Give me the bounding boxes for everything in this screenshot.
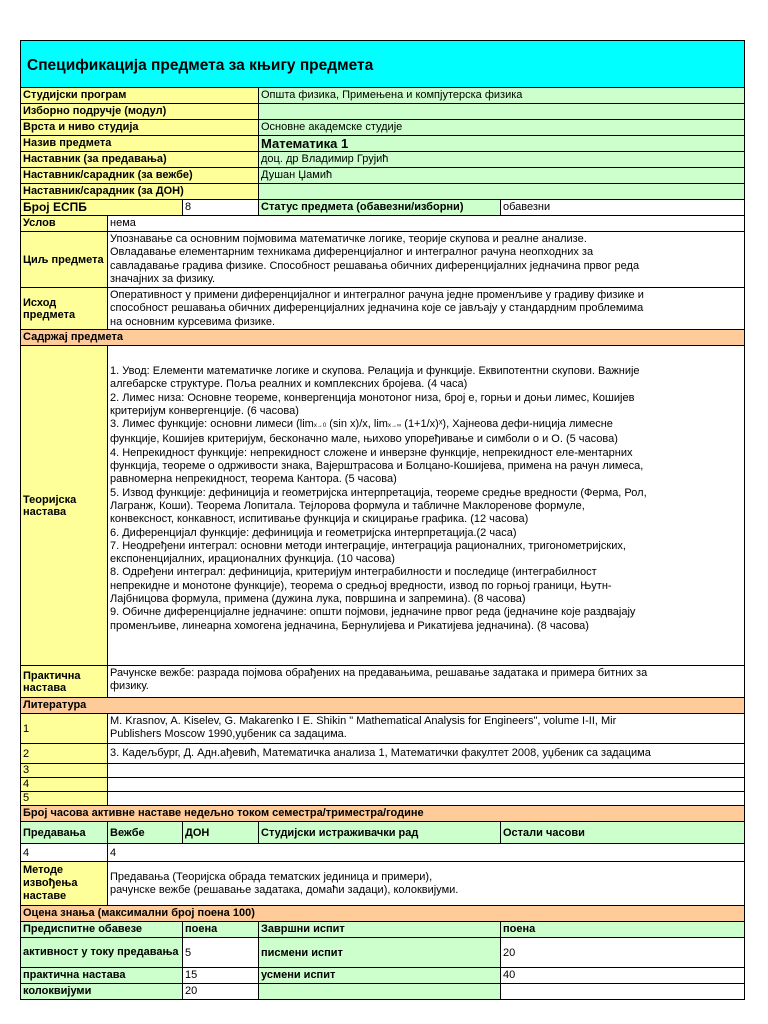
- theory-line: 1. Увод: Елементи математичке логике и скупова. Релација и функције. Еквипотентни скупови. Важније: [110, 365, 640, 377]
- grading-item: писмени испит: [258, 938, 500, 967]
- row-teaching-methods: [20, 862, 745, 906]
- value-espb: 8: [182, 200, 258, 215]
- literature-entry: [107, 714, 744, 743]
- literature-number: 1: [21, 714, 107, 743]
- goal-line: значајних за физику.: [110, 272, 216, 285]
- theory-line: 7. Неодређени интеграл: основни методи интеграције, интеграција рационалних, тригонометријских,: [110, 539, 626, 552]
- outcome-line: способност решавања обичних диференцијалних једначина које се јављају у стандардним проблемима: [110, 302, 644, 315]
- label-assistant: Наставник/сарадник (за вежбе): [21, 168, 258, 183]
- limits-text-a: 3. Лимес функције: основни лимеси (lim: [110, 418, 314, 431]
- grading-col-points-1: поена: [182, 922, 258, 937]
- literature-entry: [107, 764, 744, 777]
- label-course-status: Статус предмета (обавезни/изборни): [258, 200, 500, 215]
- outcome-line: на основним курсевима физике.: [110, 315, 276, 328]
- value-course-outcome: [107, 288, 744, 329]
- literature-entry: [107, 792, 744, 805]
- value-study-type: Основне академске студије: [258, 120, 744, 135]
- theory-line: непрекидне и монотоне функције), теорема о средњој вредности, извод по горњој граници, Њутн-: [110, 579, 612, 592]
- value-teaching-methods: [107, 862, 744, 905]
- label-module: Изборно подручје (модул): [21, 104, 258, 119]
- value-course-status: обавезни: [500, 200, 744, 215]
- grading-points: 40: [500, 968, 744, 983]
- row-assistant: [20, 168, 745, 184]
- value-practice: [107, 666, 744, 697]
- literature-number: 4: [21, 778, 107, 791]
- value-course-goal: [107, 232, 744, 287]
- row-study-type: [20, 120, 745, 136]
- row-course-name: [20, 136, 745, 152]
- label-course-outcome: Исход предмета: [21, 288, 107, 329]
- grading-col-pre-exam: Предиспитне обавезе: [21, 922, 182, 937]
- literature-number: 5: [21, 792, 107, 805]
- grading-col-points-2: поена: [500, 922, 744, 937]
- theory-line: конвексност, конкавност, испитивање функција и скицирање графика. (12 часова): [110, 513, 529, 526]
- grading-item: усмени испит: [258, 968, 500, 983]
- limits-text-b: (sin x)/x, lim: [326, 418, 388, 431]
- label-don-assistant: Наставник/сарадник (за ДОН): [21, 184, 258, 199]
- literature-line: Publishers Moscow 1990,уџбеник са задацима.: [110, 728, 347, 741]
- theory-line: критеријум конвергенције. (6 часова): [110, 404, 299, 417]
- theory-line: експоненцијалних, ирационалних функција. (10 часова): [110, 553, 395, 566]
- label-theory: Теоријска настава: [21, 346, 107, 665]
- section-weekly-hours: Број часова активне наставе недељно током семестра/триместра/године: [21, 806, 744, 821]
- label-course-goal: Циљ предмета: [21, 232, 107, 287]
- grading-points: 15: [182, 968, 258, 983]
- row-theory: [20, 346, 745, 666]
- practice-line: Рачунске вежбе: разрада појмова обрађених на предавањима, решавање задатака и примера битних за: [110, 667, 648, 679]
- hours-col-exercises: Вежбе: [107, 822, 182, 843]
- value-prerequisite: нема: [107, 216, 744, 231]
- label-teaching-methods: Методе извођења наставе: [21, 862, 107, 905]
- grading-points: [500, 984, 744, 999]
- theory-line: 8. Одређени интеграл: дефиниција, критеријум интеграбилности и последице (интеграбилност: [110, 566, 597, 579]
- row-literature-4: [20, 778, 745, 792]
- label-course-name: Назив предмета: [21, 136, 258, 151]
- hours-val-lectures: 4: [23, 846, 30, 859]
- label-espb: Број ЕСПБ: [21, 200, 182, 215]
- value-don-assistant: [258, 184, 744, 199]
- row-grading-header: [20, 906, 745, 922]
- value-lecturer: доц. др Владимир Грујић: [258, 152, 744, 167]
- limits-sub-2: x→∞: [387, 423, 402, 430]
- literature-line: M. Krasnov, A. Kiselev, G. Makarenko I E. Shikin " Mathematical Analysis for Engineers", volume I-II, Mir: [110, 715, 617, 727]
- value-module: [258, 104, 744, 119]
- hours-col-other: Остали часови: [500, 822, 744, 843]
- value-theory: [107, 346, 744, 665]
- theory-line: 5. Извод функције: дефиниција и геометријска интерпретација, теореме средње вредности (Ферма, Рол,: [110, 486, 647, 499]
- section-course-content: Садржај предмета: [21, 330, 744, 345]
- practice-line: физику.: [110, 680, 149, 693]
- row-module: [20, 104, 745, 120]
- theory-line: 4. Непрекидност функције: непрекидност сложене и инверзне функције, непрекидност еле-ментарних: [110, 446, 633, 459]
- label-practice: Практична настава: [21, 666, 107, 697]
- theory-line: Лајбницова формула, примена (дужина лука, површина и запремина). (8 часова): [110, 593, 526, 606]
- theory-line: променљиве, линеарна хомогена једначина, Бернулијева и Рикатијева једначина). (8 часова): [110, 619, 589, 632]
- theory-line: функција, теореме о одрживости знака, Вајерштрасова и Болцано-Кошијева, примена на рачун лимеса,: [110, 460, 644, 473]
- theory-line: 2. Лимес низа: Основне теореме, конвергенција монотоног низа, број е, горњи и доњи лимес, Кошијев: [110, 391, 635, 404]
- hours-val-exercises: 4: [107, 844, 744, 861]
- outcome-line: Оперативност у примени диференцијалног и интегралног рачуна једне променљиве у градиву физике и: [110, 289, 644, 301]
- theory-line: Лагранж, Коши). Теорема Лопитала. Тејлорова формула и табличне Маклоренове формуле,: [110, 499, 585, 512]
- grading-points: 5: [182, 938, 258, 967]
- row-grading-columns: [20, 922, 745, 938]
- row-course-outcome: [20, 288, 745, 330]
- row-grading-1: [20, 938, 745, 968]
- goal-line: савладавање градива физике. Способност решавања обичних диференцијалних једначина првог реда: [110, 259, 640, 272]
- value-study-program: Општа физика, Примењена и компјутерска физика: [258, 88, 744, 103]
- hours-col-don: ДОН: [182, 822, 258, 843]
- grading-col-final-exam: Завршни испит: [258, 922, 500, 937]
- row-lecturer: [20, 152, 745, 168]
- row-hours-values: [20, 844, 745, 862]
- row-literature-1: [20, 714, 745, 744]
- theory-line: равномерна непрекидност, теорема Кантора. (5 часова): [110, 473, 397, 486]
- goal-line: Овладавање елементарним техникама диференцијалног и интегралног рачуна неопходних за: [110, 246, 594, 259]
- label-study-type: Врста и ниво студија: [21, 120, 258, 135]
- limits-sub-1: x→0: [313, 423, 327, 430]
- row-content-header: [20, 330, 745, 346]
- value-course-name: Математика 1: [258, 136, 744, 151]
- row-course-goal: [20, 232, 745, 288]
- grading-item: колоквијуми: [21, 984, 182, 999]
- row-prerequisite: [20, 216, 745, 232]
- row-practice: [20, 666, 745, 698]
- literature-entry: 3. Кадељбург, Д. Адн.ађевић, Математичка анализа 1, Математички факултет 2008, уџбеник са задацима: [107, 744, 744, 763]
- value-assistant: Душан Џамић: [258, 168, 744, 183]
- row-literature-2: [20, 744, 745, 764]
- literature-number: 3: [21, 764, 107, 777]
- literature-number: 2: [21, 744, 107, 763]
- hours-col-research: Студијски истраживачки рад: [258, 822, 500, 843]
- theory-line: 9. Обичне диференцијалне једначине: општи појмови, једначине првог реда (једначине које раздвајају: [110, 606, 636, 619]
- theory-line-limits: [110, 418, 742, 433]
- grading-points: 20: [182, 984, 258, 999]
- grading-item: активност у току предавања: [21, 938, 182, 967]
- row-grading-3: [20, 984, 745, 1000]
- grading-points: 20: [500, 938, 744, 967]
- theory-line: функције, Кошијев критеријум, бесконачно мале, њихово упоређивање и симболи о и О. (5 часова): [110, 433, 618, 446]
- theory-line: алгебарске структуре. Поља реалних и комплексних бројева. (4 часа): [110, 378, 468, 391]
- grading-item: практична настава: [21, 968, 182, 983]
- label-prerequisite: Услов: [21, 216, 107, 231]
- specification-sheet: [20, 40, 745, 1000]
- section-literature: Литература: [21, 698, 744, 713]
- methods-line: Предавања (Теоријска обрада тематских јединица и примери),: [110, 871, 433, 883]
- grading-item: [258, 984, 500, 999]
- row-literature-5: [20, 792, 745, 806]
- label-lecturer: Наставник (за предавања): [21, 152, 258, 167]
- page-title: Спецификација предмета за књигу предмета: [20, 40, 745, 88]
- goal-line: Упознавање са основним појмовима математичке логике, теорије скупова и реалне анализе.: [110, 233, 587, 245]
- row-grading-2: [20, 968, 745, 984]
- row-hours-columns: [20, 822, 745, 844]
- limits-text-c: (1+1/x)ˣ), Хајнеова дефи-ниција лимесне: [401, 418, 613, 431]
- label-study-program: Студијски програм: [21, 88, 258, 103]
- methods-line: рачунске вежбе (решавање задатака, домаћи задаци), колоквијуми.: [110, 884, 459, 897]
- row-literature-3: [20, 764, 745, 778]
- literature-entry: [107, 778, 744, 791]
- row-study-program: [20, 88, 745, 104]
- row-don-assistant: [20, 184, 745, 200]
- section-grading: Оцена знања (максимални број поена 100): [21, 906, 744, 921]
- hours-col-lectures: Предавања: [21, 822, 107, 843]
- row-espb: [20, 200, 745, 216]
- row-hours-header: [20, 806, 745, 822]
- row-literature-header: [20, 698, 745, 714]
- theory-line: 6. Диференцијал функције: дефиниција и геометријска интерпретација.(2 часа): [110, 526, 517, 539]
